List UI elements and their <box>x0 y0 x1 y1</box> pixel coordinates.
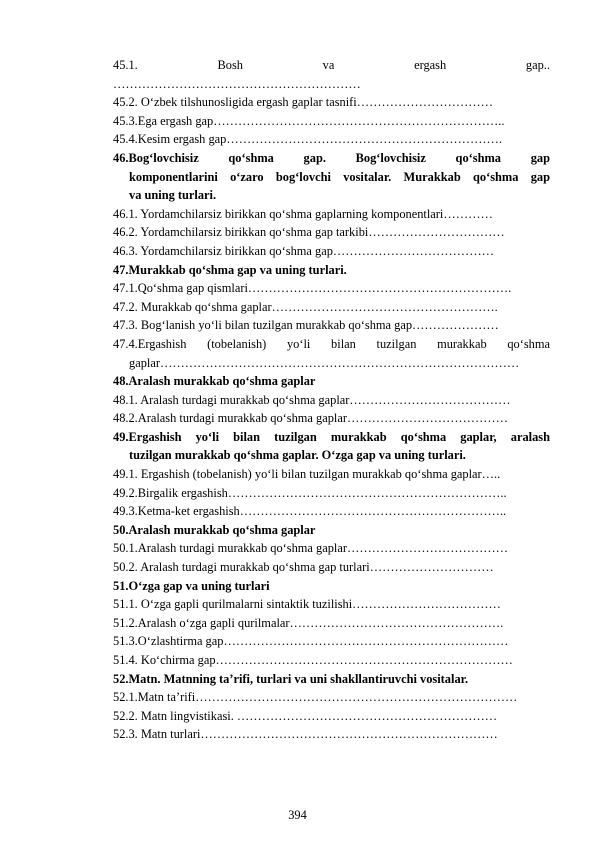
toc-heading-48: 48.Aralash murakkab qo‘shma gaplar <box>113 374 316 389</box>
toc-entry-line: gaplar…………………………………………………………………………… <box>129 355 520 370</box>
table-of-contents <box>113 56 550 744</box>
toc-heading-49 <box>113 428 550 465</box>
toc-entry-47-4 <box>113 335 550 372</box>
toc-entry-47-3: 47.3. Bog‘lanish yo‘li bilan tuzilgan murakkab qo‘shma gap………………… <box>113 318 499 333</box>
toc-entry-46-2: 46.2. Yordamchilarsiz birikkan qo‘shma gap tarkibi…………………………… <box>113 225 505 240</box>
toc-entry-52-3: 52.3. Matn turlari……………………………………………………………… <box>113 727 498 742</box>
toc-heading-51: 51.O‘zga gap va uning turlari <box>113 578 270 593</box>
toc-entry-51-2: 51.2.Aralash o‘zga gapli qurilmalar……………………………………………. <box>113 615 504 630</box>
toc-entry-word: gap.. <box>525 58 550 72</box>
toc-entry-47-1: 47.1.Qo‘shma gap qismlari………………………………………………………. <box>113 281 512 296</box>
toc-entry-45-3: 45.3.Ega ergash gap…………………………………………………………….. <box>113 113 505 128</box>
toc-entry-line: 47.4.Ergashish (tobelanish) yo‘li bilan tuzilgan murakkab qo‘shma <box>113 336 550 351</box>
toc-entry-47-2: 47.2. Murakkab qo‘shma gaplar………………………………………………. <box>113 299 498 314</box>
toc-entry-52-1: 52.1.Matn ta’rifi…………………………………………………………………… <box>113 690 518 705</box>
toc-entry-word: ergash <box>414 58 447 72</box>
toc-entry-45-1 <box>113 56 550 75</box>
toc-entry-45-1-leader: …………………………………………………… <box>113 76 361 91</box>
toc-entry-word: va <box>322 58 335 72</box>
toc-entry-48-1: 48.1. Aralash turdagi murakkab qo‘shma gaplar………………………………… <box>113 392 511 407</box>
toc-heading-line: komponentlarini o‘zaro bog‘lovchi vositalar. Murakkab qo‘shma gap <box>129 169 550 184</box>
toc-entry-45-4: 45.4.Kesim ergash gap…………………………………………………………. <box>113 132 503 147</box>
toc-heading-46 <box>113 149 550 205</box>
toc-heading-47: 47.Murakkab qo‘shma gap va uning turlari. <box>113 262 347 277</box>
toc-entry-51-1: 51.1. O‘zga gapli qurilmalarni sintaktik tuzilishi……………………………… <box>113 597 501 612</box>
toc-heading-52: 52.Matn. Matnning ta’rifi, turlari va uni shakllantiruvchi vositalar. <box>113 671 469 686</box>
toc-heading-line: va uning turlari. <box>129 188 217 203</box>
toc-entry-48-2: 48.2.Aralash turdagi murakkab qo‘shma gaplar………………………………… <box>113 411 509 426</box>
toc-entry-number: 45.1. <box>113 58 138 72</box>
toc-heading-line: 49.Ergashish yo‘li bilan tuzilgan murakkab qo‘shma gaplar, aralash <box>113 429 550 444</box>
toc-heading-line: tuzilgan murakkab qo‘shma gaplar. O‘zga gap va uning turlari. <box>129 448 466 463</box>
toc-entry-50-2: 50.2. Aralash turdagi murakkab qo‘shma gap turlari………………………… <box>113 560 494 575</box>
toc-entry-49-2: 49.2.Birgalik ergashish………………………………………………………….. <box>113 485 507 500</box>
page-number: 394 <box>288 808 307 822</box>
toc-entry-51-4: 51.4. Ko‘chirma gap……………………………………………………………… <box>113 653 513 667</box>
toc-entry-46-3: 46.3. Yordamchilarsiz birikkan qo‘shma gap………………………………… <box>113 243 494 258</box>
toc-entry-49-3: 49.3.Ketma-ket ergashish……………………………………………………….. <box>113 504 507 519</box>
toc-entry-50-1: 50.1.Aralash turdagi murakkab qo‘shma gaplar………………………………… <box>113 541 509 556</box>
toc-entry-46-1: 46.1. Yordamchilarsiz birikkan qo‘shma gaplarning komponentlari………… <box>113 206 493 221</box>
toc-heading-50: 50.Aralash murakkab qo‘shma gaplar <box>113 522 316 537</box>
toc-entry-45-2: 45.2. O‘zbek tilshunosligida ergash gaplar tasnifi…………………………… <box>113 95 494 110</box>
toc-entry-51-3: 51.3.O‘zlashtirma gap…………………………………………………………… <box>113 634 509 649</box>
toc-entry-word: Bosh <box>217 58 243 72</box>
toc-heading-line: 46.Bog‘lovchisiz qo‘shma gap. Bog‘lovchisiz qo‘shma gap <box>113 150 550 165</box>
toc-entry-52-2: 52.2. Matn lingvistikasi. ……………………………………………………… <box>113 708 498 723</box>
toc-entry-49-1: 49.1. Ergashish (tobelanish) yo‘li bilan tuzilgan murakkab qo‘shma gaplar….. <box>113 467 501 482</box>
